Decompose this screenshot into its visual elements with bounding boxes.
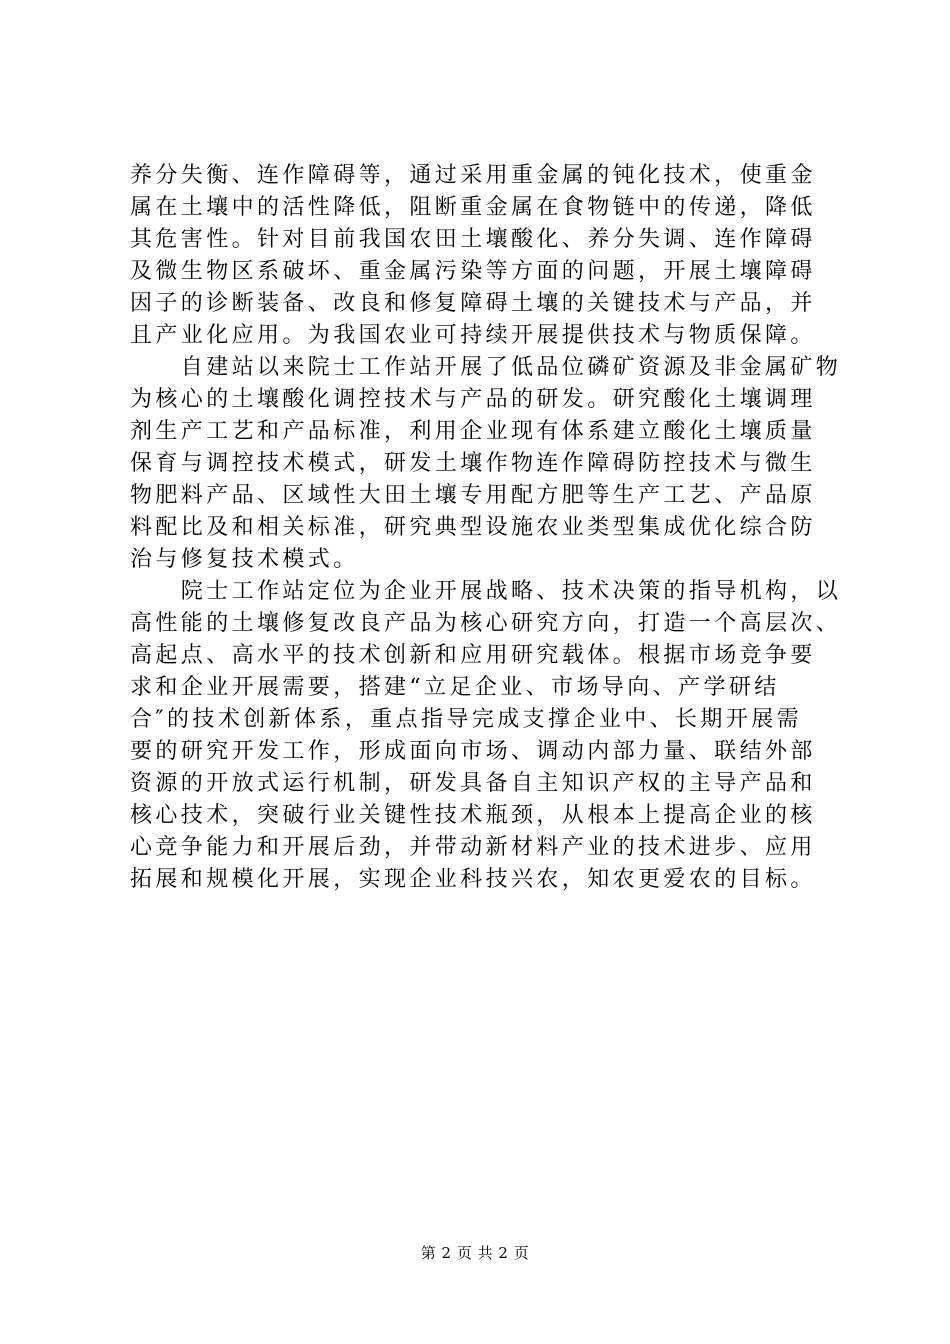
- text-line: 要的研究开发工作，形成面向市场、调动内部力量、联结外部: [130, 739, 816, 764]
- text-line: 保育与调控技术模式，研发土壤作物连作障碍防控技术与微生: [130, 451, 816, 476]
- text-line: 院士工作站定位为企业开展战略、技术决策的指导机构，以: [130, 579, 842, 604]
- text-line: 剂生产工艺和产品标准，利用企业现有体系建立酸化土壤质量: [130, 419, 816, 444]
- text-line: 资源的开放式运行机制，研发具备自主知识产权的主导产品和: [130, 771, 816, 796]
- text-line: 核心技术，突破行业关键性技术瓶颈，从根本上提高企业的核: [130, 803, 816, 828]
- text-line: 属在土壤中的活性降低，阻断重金属在食物链中的传递，降低: [130, 195, 816, 220]
- text-line: 心竞争能力和开展后劲，并带动新材料产业的技术进步、应用: [130, 835, 816, 860]
- text-line: 因子的诊断装备、改良和修复障碍土壤的关键技术与产品，并: [130, 291, 816, 316]
- document-body: [130, 160, 842, 896]
- text-line: 自建站以来院士工作站开展了低品位磷矿资源及非金属矿物: [130, 355, 842, 380]
- text-line: 及微生物区系破坏、重金属污染等方面的问题，开展土壤障碍: [130, 259, 816, 284]
- text-line: 养分失衡、连作障碍等，通过采用重金属的钝化技术，使重金: [130, 163, 816, 188]
- text-line: 合″的技术创新体系，重点指导完成支撑企业中、长期开展需: [130, 707, 803, 732]
- text-line: 拓展和规模化开展，实现企业科技兴农，知农更爱农的目标。: [130, 867, 816, 892]
- text-line: 料配比及和相关标准，研究典型设施农业类型集成优化综合防: [130, 515, 816, 540]
- text-line: 且产业化应用。为我国农业可持续开展提供技术与物质保障。: [130, 323, 816, 348]
- text-line: 治与修复技术模式。: [130, 547, 359, 572]
- paragraph: [130, 576, 842, 896]
- text-line: 求和企业开展需要，搭建“立足企业、市场导向、产学研结: [130, 675, 780, 700]
- text-line: 物肥料产品、区域性大田土壤专用配方肥等生产工艺、产品原: [130, 483, 816, 508]
- page-number-footer: 第 2 页 共 2 页: [420, 1244, 530, 1262]
- text-line: 其危害性。针对目前我国农田土壤酸化、养分失调、连作障碍: [130, 227, 816, 252]
- paragraph: [130, 160, 830, 352]
- paragraph: [130, 352, 842, 576]
- text-line: 高起点、高水平的技术创新和应用研究载体。根据市场竞争要: [130, 643, 816, 668]
- text-line: 高性能的土壤修复改良产品为核心研究方向，打造一个高层次、: [130, 611, 842, 636]
- text-line: 为核心的土壤酸化调控技术与产品的研发。研究酸化土壤调理: [130, 387, 816, 412]
